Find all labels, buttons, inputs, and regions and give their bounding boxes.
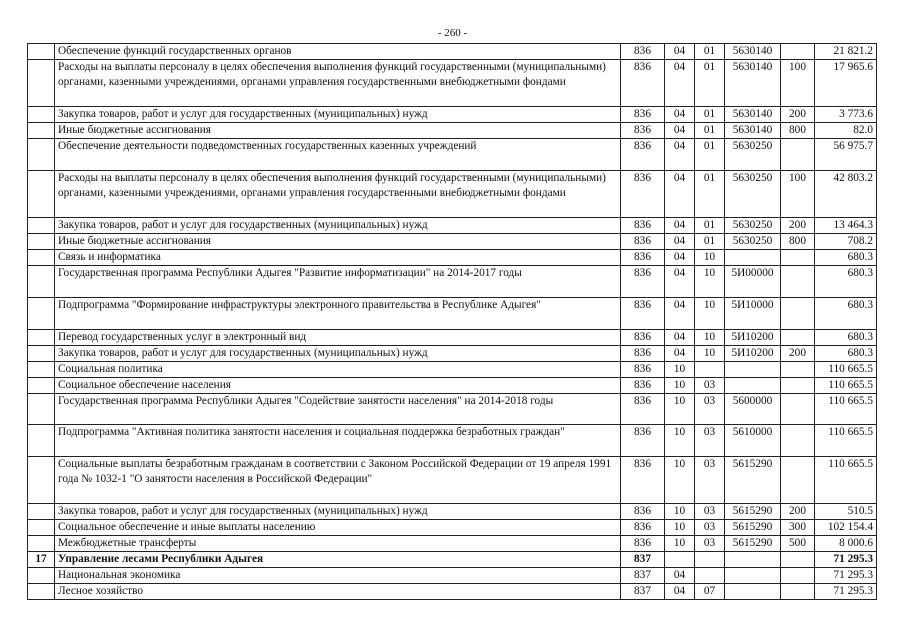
table-row (28, 345, 877, 361)
ministry-code: 836 (621, 345, 665, 361)
section-code: 10 (665, 377, 695, 393)
row-number (28, 250, 55, 266)
subsection-code: 01 (695, 170, 725, 217)
row-name: Иные бюджетные ассигнования (55, 234, 621, 250)
row-number (28, 297, 55, 329)
ministry-code: 836 (621, 123, 665, 139)
table-row (28, 393, 877, 425)
expense-type-code (781, 361, 815, 377)
table-row (28, 329, 877, 345)
table-row (28, 568, 877, 584)
amount: 71 295.3 (815, 552, 877, 568)
subsection-code: 01 (695, 234, 725, 250)
expense-type-code: 100 (781, 60, 815, 107)
ministry-code: 836 (621, 139, 665, 171)
subsection-code: 01 (695, 44, 725, 60)
section-code: 10 (665, 520, 695, 536)
ministry-code: 836 (621, 393, 665, 425)
section-code: 04 (665, 170, 695, 217)
table-row (28, 520, 877, 536)
ministry-code: 836 (621, 266, 665, 298)
expense-type-code (781, 297, 815, 329)
expense-type-code (781, 552, 815, 568)
amount: 708.2 (815, 234, 877, 250)
expense-type-code (781, 329, 815, 345)
subsection-code: 10 (695, 329, 725, 345)
subsection-code: 10 (695, 297, 725, 329)
section-code: 04 (665, 107, 695, 123)
target-article-code: 5И10000 (725, 297, 781, 329)
expense-type-code (781, 377, 815, 393)
table-row (28, 234, 877, 250)
section-code: 10 (665, 361, 695, 377)
section-code: 04 (665, 266, 695, 298)
target-article-code: 5615290 (725, 504, 781, 520)
row-number (28, 361, 55, 377)
table-row (28, 170, 877, 217)
row-name: Закупка товаров, работ и услуг для государственных (муниципальных) нужд (55, 345, 621, 361)
row-name: Социальное обеспечение и иные выплаты населению (55, 520, 621, 536)
subsection-code: 10 (695, 250, 725, 266)
section-code: 04 (665, 345, 695, 361)
ministry-code: 837 (621, 568, 665, 584)
target-article-code: 5615290 (725, 536, 781, 552)
subsection-code: 03 (695, 393, 725, 425)
amount: 3 773.6 (815, 107, 877, 123)
row-number (28, 520, 55, 536)
amount: 110 665.5 (815, 361, 877, 377)
subsection-code: 10 (695, 266, 725, 298)
section-code: 04 (665, 44, 695, 60)
expense-type-code (781, 456, 815, 503)
amount: 8 000.6 (815, 536, 877, 552)
amount: 82.0 (815, 123, 877, 139)
section-code: 04 (665, 568, 695, 584)
section-code: 04 (665, 218, 695, 234)
amount: 21 821.2 (815, 44, 877, 60)
target-article-code: 5600000 (725, 393, 781, 425)
row-number (28, 425, 55, 457)
expense-type-code (781, 584, 815, 600)
amount: 110 665.5 (815, 456, 877, 503)
amount: 17 965.6 (815, 60, 877, 107)
row-name: Социальные выплаты безработным гражданам в соответствии с Законом Российской Федерации от 19 апреля 1991 года № 1032-1 "О занятости населения в Российской Федерации" (55, 456, 621, 503)
table-row (28, 266, 877, 298)
row-number (28, 139, 55, 171)
target-article-code: 5630250 (725, 139, 781, 171)
amount: 680.3 (815, 297, 877, 329)
ministry-code: 836 (621, 329, 665, 345)
row-name: Закупка товаров, работ и услуг для государственных (муниципальных) нужд (55, 218, 621, 234)
ministry-code: 836 (621, 361, 665, 377)
target-article-code: 5610000 (725, 425, 781, 457)
target-article-code: 5И10200 (725, 329, 781, 345)
row-number (28, 234, 55, 250)
ministry-code: 837 (621, 584, 665, 600)
amount: 680.3 (815, 345, 877, 361)
row-name: Закупка товаров, работ и услуг для государственных (муниципальных) нужд (55, 504, 621, 520)
row-number (28, 218, 55, 234)
expense-type-code (781, 139, 815, 171)
ministry-code: 836 (621, 107, 665, 123)
amount: 680.3 (815, 266, 877, 298)
expense-type-code (781, 568, 815, 584)
row-name: Государственная программа Республики Адыгея "Содействие занятости населения" на 2014-2018 годы (55, 393, 621, 425)
ministry-code: 836 (621, 456, 665, 503)
amount: 71 295.3 (815, 584, 877, 600)
row-name: Расходы на выплаты персоналу в целях обеспечения выполнения функций государственными (муниципальными) органами, казенными учреждениями, органами управления государственными внебюджетными фондами (55, 60, 621, 107)
subsection-code: 03 (695, 504, 725, 520)
target-article-code: 5630140 (725, 60, 781, 107)
target-article-code: 5630140 (725, 107, 781, 123)
amount: 102 154.4 (815, 520, 877, 536)
table-row (28, 456, 877, 503)
amount: 510.5 (815, 504, 877, 520)
table-row (28, 218, 877, 234)
amount: 42 803.2 (815, 170, 877, 217)
target-article-code: 5630250 (725, 234, 781, 250)
ministry-code: 836 (621, 377, 665, 393)
section-code: 10 (665, 504, 695, 520)
target-article-code: 5630140 (725, 123, 781, 139)
expense-type-code (781, 250, 815, 266)
row-number: 17 (28, 552, 55, 568)
ministry-code: 836 (621, 504, 665, 520)
section-code: 04 (665, 584, 695, 600)
expense-type-code: 800 (781, 234, 815, 250)
row-number (28, 123, 55, 139)
amount: 56 975.7 (815, 139, 877, 171)
table-row (28, 425, 877, 457)
row-number (28, 504, 55, 520)
row-number (28, 345, 55, 361)
expense-type-code (781, 266, 815, 298)
ministry-code: 836 (621, 520, 665, 536)
expense-type-code (781, 393, 815, 425)
row-name: Связь и информатика (55, 250, 621, 266)
table-row (28, 60, 877, 107)
row-name: Подпрограмма "Формирование инфраструктуры электронного правительства в Республике Адыгея" (55, 297, 621, 329)
table-row (28, 361, 877, 377)
target-article-code (725, 552, 781, 568)
expense-type-code: 200 (781, 504, 815, 520)
row-number (28, 329, 55, 345)
row-name: Иные бюджетные ассигнования (55, 123, 621, 139)
row-number (28, 377, 55, 393)
expense-type-code: 500 (781, 536, 815, 552)
table-row (28, 139, 877, 171)
row-number (28, 536, 55, 552)
budget-table (27, 43, 877, 600)
table-row (28, 536, 877, 552)
amount: 13 464.3 (815, 218, 877, 234)
section-code: 04 (665, 250, 695, 266)
row-name: Перевод государственных услуг в электронный вид (55, 329, 621, 345)
section-code: 04 (665, 139, 695, 171)
section-code: 04 (665, 234, 695, 250)
target-article-code: 5630250 (725, 170, 781, 217)
section-code: 10 (665, 456, 695, 503)
subsection-code: 01 (695, 60, 725, 107)
amount: 110 665.5 (815, 377, 877, 393)
subsection-code: 03 (695, 456, 725, 503)
target-article-code: 5615290 (725, 520, 781, 536)
target-article-code: 5И00000 (725, 266, 781, 298)
table-row (28, 504, 877, 520)
subsection-code (695, 552, 725, 568)
row-name: Закупка товаров, работ и услуг для государственных (муниципальных) нужд (55, 107, 621, 123)
amount: 110 665.5 (815, 425, 877, 457)
ministry-code: 836 (621, 297, 665, 329)
section-code: 04 (665, 123, 695, 139)
subsection-code: 03 (695, 520, 725, 536)
target-article-code: 5630140 (725, 44, 781, 60)
table-row (28, 297, 877, 329)
table-row (28, 44, 877, 60)
row-name: Расходы на выплаты персоналу в целях обеспечения выполнения функций государственными (муниципальными) органами, казенными учреждениями, органами управления государственными внебюджетными фондами (55, 170, 621, 217)
subsection-code: 01 (695, 218, 725, 234)
section-code: 10 (665, 536, 695, 552)
target-article-code: 5630250 (725, 218, 781, 234)
expense-type-code: 800 (781, 123, 815, 139)
row-name: Социальное обеспечение населения (55, 377, 621, 393)
row-number (28, 60, 55, 107)
table-row (28, 250, 877, 266)
subsection-code: 03 (695, 536, 725, 552)
row-name: Государственная программа Республики Адыгея "Развитие информатизации" на 2014-2017 годы (55, 266, 621, 298)
row-number (28, 266, 55, 298)
ministry-code: 836 (621, 425, 665, 457)
amount: 71 295.3 (815, 568, 877, 584)
ministry-code: 837 (621, 552, 665, 568)
expense-type-code: 200 (781, 218, 815, 234)
target-article-code (725, 584, 781, 600)
row-number (28, 170, 55, 217)
target-article-code (725, 361, 781, 377)
expense-type-code: 200 (781, 345, 815, 361)
ministry-code: 836 (621, 44, 665, 60)
amount: 680.3 (815, 250, 877, 266)
target-article-code: 5615290 (725, 456, 781, 503)
row-name: Лесное хозяйство (55, 584, 621, 600)
subsection-code (695, 361, 725, 377)
amount: 680.3 (815, 329, 877, 345)
subsection-code (695, 568, 725, 584)
row-number (28, 568, 55, 584)
table-row (28, 107, 877, 123)
expense-type-code: 200 (781, 107, 815, 123)
row-name: Обеспечение деятельности подведомственных государственных казенных учреждений (55, 139, 621, 171)
row-name: Обеспечение функций государственных органов (55, 44, 621, 60)
amount: 110 665.5 (815, 393, 877, 425)
subsection-code: 01 (695, 123, 725, 139)
section-code (665, 552, 695, 568)
row-name: Подпрограмма "Активная политика занятости населения и социальная поддержка безработных граждан" (55, 425, 621, 457)
target-article-code (725, 568, 781, 584)
row-number (28, 44, 55, 60)
subsection-code: 01 (695, 139, 725, 171)
row-number (28, 584, 55, 600)
section-code: 04 (665, 329, 695, 345)
row-number (28, 393, 55, 425)
table-row (28, 377, 877, 393)
target-article-code (725, 377, 781, 393)
ministry-code: 836 (621, 170, 665, 217)
section-code: 10 (665, 425, 695, 457)
ministry-code: 836 (621, 234, 665, 250)
subsection-code: 03 (695, 377, 725, 393)
expense-type-code: 100 (781, 170, 815, 217)
ministry-code: 836 (621, 536, 665, 552)
table-row (28, 123, 877, 139)
row-name: Управление лесами Республики Адыгея (55, 552, 621, 568)
section-code: 10 (665, 393, 695, 425)
subsection-code: 01 (695, 107, 725, 123)
subsection-code: 03 (695, 425, 725, 457)
expense-type-code (781, 44, 815, 60)
page-number: - 260 - (437, 27, 468, 39)
row-number (28, 107, 55, 123)
section-code: 04 (665, 297, 695, 329)
subsection-code: 07 (695, 584, 725, 600)
ministry-code: 836 (621, 250, 665, 266)
row-name: Социальная политика (55, 361, 621, 377)
table-row (28, 552, 877, 568)
ministry-code: 836 (621, 60, 665, 107)
row-name: Национальная экономика (55, 568, 621, 584)
table-row (28, 584, 877, 600)
target-article-code (725, 250, 781, 266)
target-article-code: 5И10200 (725, 345, 781, 361)
subsection-code: 10 (695, 345, 725, 361)
expense-type-code (781, 425, 815, 457)
row-name: Межбюджетные трансферты (55, 536, 621, 552)
ministry-code: 836 (621, 218, 665, 234)
section-code: 04 (665, 60, 695, 107)
row-number (28, 456, 55, 503)
expense-type-code: 300 (781, 520, 815, 536)
